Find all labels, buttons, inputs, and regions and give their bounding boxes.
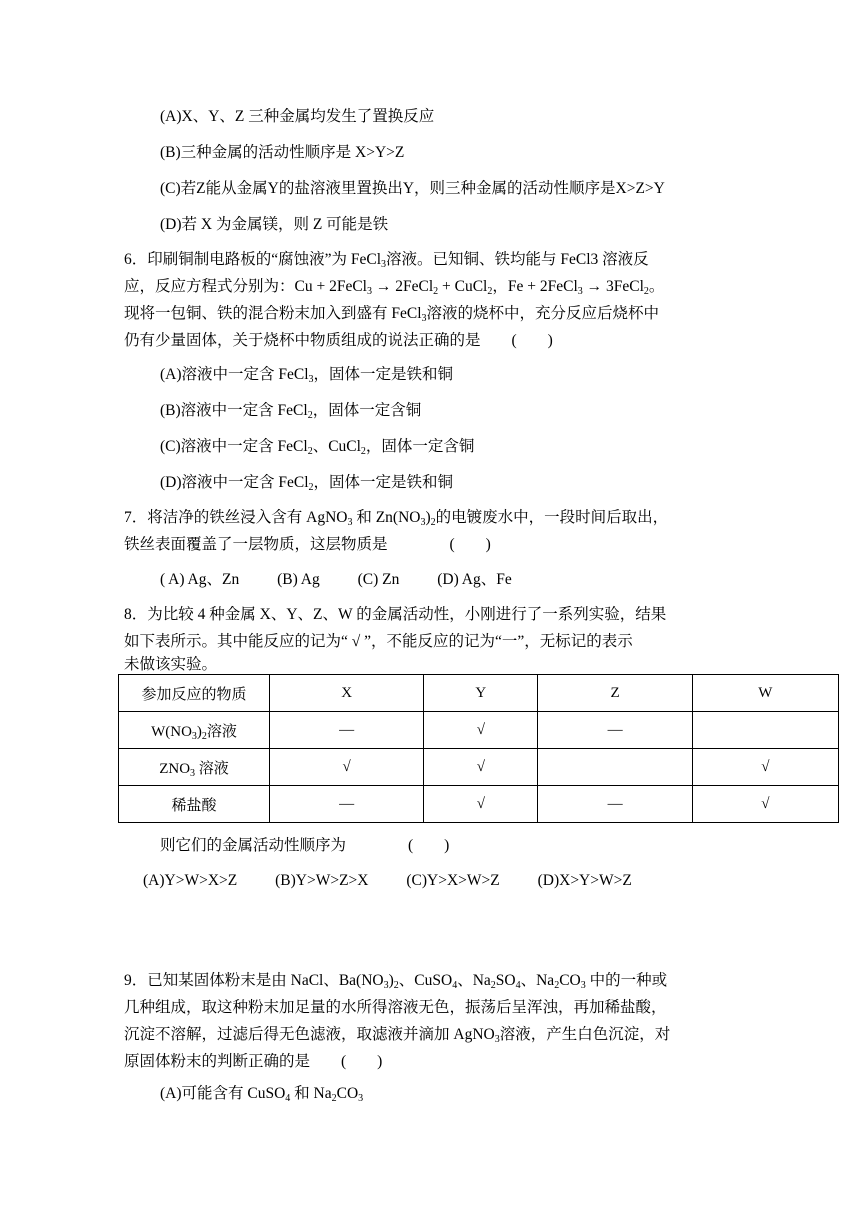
table-cell: —	[270, 712, 424, 749]
q7-stem-line1: 7．将洁净的铁丝浸入含有 AgNO$_3$ 和 $Zn(NO_3)_2$的电镀废水中，一段时间后取出，	[124, 509, 669, 528]
q6-stem-line3: 现将一包铜、铁的混合粉末加入到盛有 FeCl$_3$溶液的烧杯中，充分反应后烧杯中	[124, 305, 660, 324]
q6-option-b: (B)溶液中一定含 FeCl$_2$，固体一定含铜	[160, 402, 422, 421]
q7-option-c: (C) Zn	[357, 571, 400, 588]
q5-option-b: (B)三种金属的活动性顺序是 X>Y>Z	[160, 144, 405, 161]
table-header-cell: Z	[538, 675, 692, 712]
q8-stem-line3: 未做该实验。	[124, 656, 218, 673]
q7-option-a: ( A) Ag、Zn	[160, 571, 240, 588]
reaction-table	[118, 674, 839, 823]
q8-stem-line2: 如下表所示。其中能反应的记为“ √ ”，不能反应的记为“一”，无标记的表示	[124, 633, 633, 650]
q8-option-c: (C)Y>X>W>Z	[406, 872, 500, 889]
table-header-cell: X	[270, 675, 424, 712]
table-header-cell: 参加反应的物质	[119, 675, 270, 712]
table-cell: —	[538, 712, 692, 749]
table-row-label: $ZNO_3$ 溶液	[119, 749, 270, 786]
table-cell: —	[270, 786, 424, 823]
q7-option-b: (B) Ag	[277, 571, 320, 588]
q8-after-text: 则它们的金属活动性顺序为 ( )	[160, 837, 450, 854]
table-header-cell: W	[692, 675, 838, 712]
table-header-row	[119, 675, 839, 712]
table-cell: √	[692, 749, 838, 786]
q5-option-c: (C)若Z能从金属Y的盐溶液里置换出Y，则三种金属的活动性顺序是X>Z>Y	[160, 180, 665, 197]
q8-options	[143, 871, 666, 891]
table-row	[119, 786, 839, 823]
q6-option-d: (D)溶液中一定含 FeCl$_2$，固体一定是铁和铜	[160, 474, 454, 493]
q5-option-a: (A)X、Y、Z 三种金属均发生了置换反应	[160, 108, 435, 125]
table-cell: √	[424, 712, 538, 749]
q7-option-d: (D) Ag、Fe	[437, 571, 512, 588]
q8-option-a: (A)Y>W>X>Z	[143, 872, 238, 889]
table-cell: √	[692, 786, 838, 823]
q8-stem-line1: 8．为比较 4 种金属 X、Y、Z、W 的金属活动性，小刚进行了一系列实验，结果	[124, 606, 667, 623]
q9-stem-line2: 几种组成，取这种粉末加足量的水所得溶液无色，振荡后呈浑浊，再加稀盐酸，	[124, 999, 667, 1016]
table-row	[119, 712, 839, 749]
table-cell: √	[270, 749, 424, 786]
q6-option-a: (A)溶液中一定含 FeCl$_3$，固体一定是铁和铜	[160, 366, 454, 385]
table-row-label: 稀盐酸	[119, 786, 270, 823]
table-header-cell: Y	[424, 675, 538, 712]
table-cell	[538, 749, 692, 786]
table-row	[119, 749, 839, 786]
q7-stem-line2: 铁丝表面覆盖了一层物质，这层物质是 ( )	[124, 536, 491, 553]
table-row-label: $W(NO_3)_2$溶液	[119, 712, 270, 749]
q9-stem-line4: 原固体粉末的判断正确的是 ( )	[124, 1053, 383, 1070]
q9-option-a: (A)可能含有 CuSO$_4$ 和 $Na_2CO_3$	[160, 1085, 364, 1104]
q6-stem-line4: 仍有少量固体，关于烧杯中物质组成的说法正确的是 ( )	[124, 332, 553, 349]
q9-stem-line3: 沉淀不溶解，过滤后得无色滤液，取滤液并滴加 AgNO$_3$溶液，产生白色沉淀，对	[124, 1026, 671, 1045]
q8-option-d: (D)X>Y>W>Z	[537, 872, 632, 889]
table-cell: √	[424, 749, 538, 786]
table-cell: √	[424, 786, 538, 823]
q5-option-d: (D)若 X 为金属镁，则 Z 可能是铁	[160, 216, 389, 233]
q6-stem-line1: 6．印刷铜制电路板的“腐蚀液”为 FeCl$_3$溶液。已知铜、铁均能与 FeCl3 溶液反	[124, 251, 649, 270]
q6-stem-line2: 应，反应方程式分别为：Cu + 2FeCl$_3$ → 2FeCl$_2$ + CuCl$_2$，Fe + 2FeCl$_3$ → 3FeCl$_2$。	[124, 278, 665, 297]
q7-options	[160, 570, 546, 590]
table-cell	[692, 712, 838, 749]
table-cell: —	[538, 786, 692, 823]
q8-option-b: (B)Y>W>Z>X	[275, 872, 369, 889]
q9-stem-line1: 9．已知某固体粉末是由 NaCl、$Ba(NO_3)_2$、CuSO$_4$、$Na_2SO_4$、$Na_2CO_3$ 中的一种或	[124, 972, 668, 991]
q6-option-c: (C)溶液中一定含 FeCl$_2$、CuCl$_2$，固体一定含铜	[160, 438, 475, 457]
